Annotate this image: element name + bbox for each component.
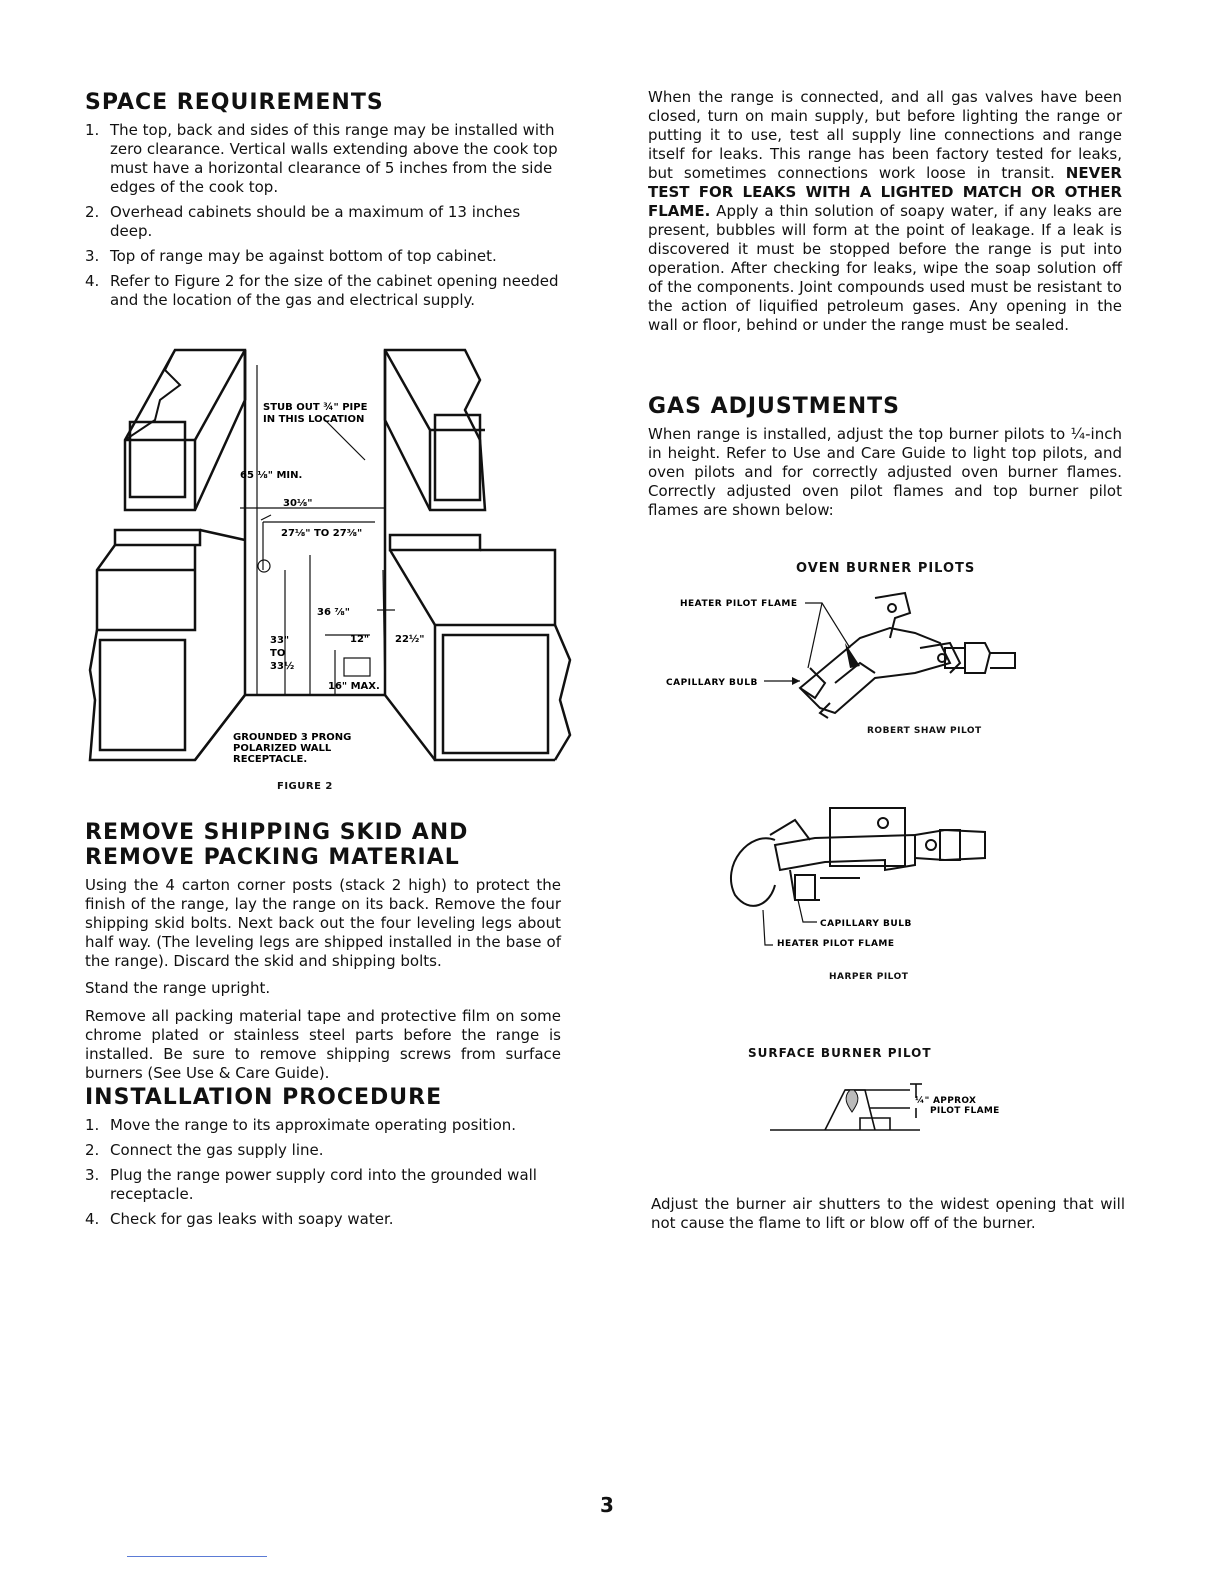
footer-divider [127,1556,267,1557]
shipping-skid-paragraph-3: Remove all packing material tape and protective film on some chrome plated or stainless steel parts before the range is installed. Be sure to remove shipping screws from surface burners (See Use & Care Guide). [85,1007,561,1082]
leak-test-paragraph: When the range is connected, and all gas valves have been closed, turn on main supply, but before lighting the range or putting it to use, test all supply line connections and range itself for leaks. This range has been factory tested for leaks, but sometimes connections work loose in transit. NEVER TEST FOR LEAKS WITH A LIGHTED MATCH OR OTHER FLAME. Apply a thin solution of soapy water, if any leaks are present, bubbles will form at the point of leakage. If a leak is discovered it must be stopped before the range is put into operation. After checking for leaks, wipe the soap solution off of the components. Joint compounds used must be resistant to the action of liquified petroleum gases. Any opening in the wall or floor, behind or under the range must be sealed. [648,88,1122,334]
installation-procedure-list [85,1116,563,1235]
installation-procedure-heading: INSTALLATION PROCEDURE [85,1085,443,1110]
heater-pilot-flame-label: HEATER PILOT FLAME [680,599,798,609]
dim-12-label: 12" [350,634,370,645]
shipping-skid-heading-line1: REMOVE SHIPPING SKID AND [85,820,469,845]
list-item: 2. Connect the gas supply line. [85,1141,324,1159]
gas-adjustments-paragraph: When range is installed, adjust the top burner pilots to ¼-inch in height. Refer to Use and Care Guide to light top pilots, and oven pilots and for correctly adjusted oven burner flames. Correctly adjusted oven pilot flames and top burner pilot flames are shown below: [648,425,1122,519]
list-item: 4. Check for gas leaks with soapy water. [85,1210,394,1228]
shipping-skid-paragraph-1: Using the 4 carton corner posts (stack 2 high) to protect the finish of the range, lay the range on its back. Remove the four shipping skid bolts. Next back out the four leveling legs about half way. (The leveling legs are shipped installed in the base of the range). Discard the skid and shipping bolts. [85,876,561,970]
receptacle-label-2: POLARIZED WALL [233,743,332,754]
gas-adjustments-heading: GAS ADJUSTMENTS [648,394,900,419]
dim-16-label: 16" MAX. [328,681,380,692]
stub-label-2: IN THIS LOCATION [263,414,365,425]
surface-burner-pilot-caption: SURFACE BURNER PILOT [748,1046,932,1060]
pilot-flame-label: PILOT FLAME [930,1106,1000,1116]
leak-warning: NEVER TEST FOR LEAKS WITH A LIGHTED MATCH OR OTHER FLAME. [648,164,1122,220]
harper-pilot-diagram [715,800,1005,960]
air-shutters-paragraph: Adjust the burner air shutters to the widest opening that will not cause the flame to lift or blow off of the burner. [651,1195,1125,1232]
list-item: 3. Top of range may be against bottom of top cabinet. [85,247,497,265]
robert-shaw-pilot-caption: ROBERT SHAW PILOT [867,726,982,736]
height-33-label-1: 33" [270,635,290,646]
dim-22-label: 22½" [395,634,425,645]
figure-2-caption: FIGURE 2 [277,781,333,792]
list-item: 1. The top, back and sides of this range may be installed with zero clearance. Vertical walls extending above the cook top must have a horizontal clearance of 5 inches from the side edges of the cook top. [85,121,558,196]
receptacle-label-3: RECEPTACLE. [233,754,308,765]
height-33-label-2: TO [270,648,286,659]
min-height-label: 65 ⅛" MIN. [240,470,303,481]
robert-shaw-pilot-diagram [660,588,1030,723]
receptacle-label-1: GROUNDED 3 PRONG [233,732,352,743]
surface-burner-pilot-diagram [770,1068,1030,1138]
capillary-bulb-label: CAPILLARY BULB [666,678,758,688]
space-requirements-list [85,121,563,316]
harper-capillary-bulb-label: CAPILLARY BULB [820,919,912,929]
height-33-label-3: 33½ [270,661,295,672]
oven-burner-pilots-caption: OVEN BURNER PILOTS [796,561,976,576]
list-item: 1. Move the range to its approximate operating position. [85,1116,517,1134]
page-number: 3 [600,1493,614,1517]
list-item: 2. Overhead cabinets should be a maximum of 13 inches deep. [85,203,521,240]
list-item: 3. Plug the range power supply cord into the grounded wall receptacle. [85,1166,537,1203]
approx-label: ¼" APPROX [915,1096,977,1106]
figure-2-diagram [85,340,575,780]
shipping-skid-heading-line2: REMOVE PACKING MATERIAL [85,845,460,870]
space-requirements-heading: SPACE REQUIREMENTS [85,90,384,115]
height-36-label: 36 ⅞" [317,607,350,618]
harper-pilot-caption: HARPER PILOT [829,972,909,982]
list-item: 4. Refer to Figure 2 for the size of the cabinet opening needed and the location of the gas and electrical supply. [85,272,559,309]
stub-label-1: STUB OUT ¾" PIPE [263,402,368,413]
harper-heater-flame-label: HEATER PILOT FLAME [777,939,895,949]
shipping-skid-paragraph-2: Stand the range upright. [85,979,271,997]
width-inner-label: 27⅛" TO 27⅜" [281,528,363,539]
width-outer-label: 30⅛" [283,498,313,509]
